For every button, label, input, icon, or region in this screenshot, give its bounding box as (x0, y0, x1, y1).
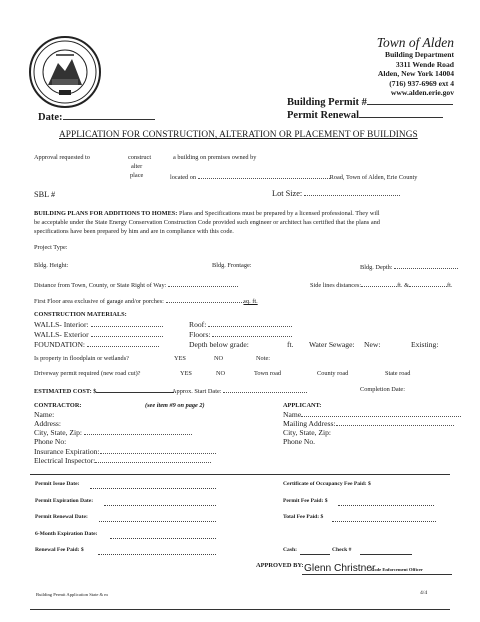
floodplain-label: Is property in floodplain or wetlands? (34, 355, 129, 362)
estimated-cost-label: ESTIMATED COST: $ (34, 386, 174, 395)
applicant-mailing-field[interactable] (336, 419, 454, 426)
state-road-option[interactable]: State road (385, 370, 411, 377)
applicant-city-label: City, State, Zip: (283, 428, 332, 437)
contractor-city-label: City, State, Zip: (34, 428, 192, 437)
road-field[interactable] (198, 172, 330, 179)
applicant-mailing-label: Mailing Address: (283, 419, 454, 428)
permit-number-field[interactable] (367, 98, 453, 105)
sideline-1-field[interactable] (361, 280, 397, 287)
contractor-note: (see item #9 on page 2) (145, 402, 205, 409)
driveway-yes[interactable]: YES (180, 370, 192, 377)
dept-name: Building Department (385, 50, 454, 59)
total-fee-field[interactable] (332, 521, 436, 522)
plans-line-3: specifications have been prepared by him and are in compliance with this code. (34, 228, 234, 235)
insurance-label: Insurance Expiration: (34, 447, 216, 456)
date-label: Date: (38, 112, 155, 123)
contractor-city-field[interactable] (84, 428, 192, 435)
website: www.alden.erie.gov (390, 88, 454, 98)
issue-date-label: Permit Issue Date: (35, 481, 80, 487)
option-alter[interactable]: alter (131, 163, 143, 170)
lot-size-label: Lot Size: (272, 189, 400, 198)
expiration-date-label: Permit Expiration Date: (35, 498, 94, 504)
town-seal-logo (28, 35, 102, 109)
co-fee-label: Certificate of Occupancy Fee Paid: $ (283, 481, 371, 487)
foundation-field[interactable] (87, 340, 159, 347)
foundation-label: FOUNDATION: (34, 340, 159, 349)
located-on-label: located on Road, Town of Alden, Erie County (170, 174, 418, 181)
form-title: APPLICATION FOR CONSTRUCTION, ALTERATION OR PLACEMENT OF BUILDINGS (59, 130, 418, 140)
option-place[interactable]: place (130, 172, 144, 179)
plans-line-1: BUILDING PLANS FOR ADDITIONS TO HOMES: Plans and Specifications must be prepared by a licensed professional. They will (34, 210, 380, 217)
electrical-label: Electrical Inspector: (34, 456, 211, 465)
start-date-label: Approx. Start Date: (172, 386, 307, 395)
six-month-label: 6-Month Expiration Date: (35, 531, 98, 537)
completion-date-label: Completion Date: (360, 386, 405, 393)
applicant-name-label: Name (283, 410, 461, 419)
cash-label: Cash: (283, 547, 297, 553)
issue-date-field[interactable] (90, 488, 216, 489)
bldg-depth-field[interactable] (394, 262, 458, 269)
roof-label: Roof: (189, 320, 292, 329)
phone-number: (716) 937-6969 ext 4 (389, 78, 454, 88)
renewal-fee-label: Renewal Fee Paid: $ (35, 547, 84, 553)
start-date-field[interactable] (223, 386, 307, 393)
street-address: 3311 Wende Road (395, 59, 454, 69)
applicant-heading: APPLICANT: (283, 402, 322, 409)
estimated-cost-field[interactable] (96, 386, 174, 393)
bldg-depth-label: Bldg. Depth: (360, 262, 458, 271)
owner-text: a building on premises owned by (173, 154, 257, 161)
approved-by-label: APPROVED BY: (256, 562, 304, 569)
option-construct[interactable]: construct (128, 154, 152, 161)
project-type-label: Project Type: (34, 244, 68, 251)
contractor-address-label: Address: (34, 419, 61, 428)
total-fee-label: Total Fee Paid: $ (283, 514, 324, 520)
renewal-date-field[interactable] (99, 521, 216, 522)
applicant-name-field[interactable] (301, 410, 461, 417)
electrical-field[interactable] (95, 456, 211, 463)
approval-label: Approval requested to (34, 154, 90, 161)
driveway-no[interactable]: NO (216, 370, 226, 377)
distance-label: Distance from Town, County, or State Right of Way: (34, 280, 238, 289)
renewal-fee-field[interactable] (98, 554, 216, 555)
water-sewage-label: Water Sewage: (309, 340, 355, 349)
town-road-option[interactable]: Town road (254, 370, 282, 377)
permit-renewal-field[interactable] (359, 111, 443, 118)
roof-field[interactable] (208, 320, 292, 327)
depth-grade-label: Depth below grade: (189, 340, 249, 349)
town-header (377, 36, 454, 98)
floors-label: Floors: (189, 330, 292, 339)
permit-number-label: Building Permit # (287, 97, 453, 108)
depth-ft-label: ft. (287, 340, 294, 349)
footer-page: 4/4 (420, 590, 428, 596)
contractor-name-label: Name: (34, 410, 55, 419)
check-field[interactable] (360, 554, 412, 555)
floodplain-no[interactable]: NO (214, 355, 224, 362)
sbl-label: SBL # (34, 190, 56, 199)
date-field[interactable] (63, 113, 155, 120)
officer-name: Glenn Christner (304, 563, 376, 574)
city-address: Alden, New York 14004 (377, 69, 454, 79)
cash-field[interactable] (300, 554, 330, 555)
walls-interior-field[interactable] (91, 320, 163, 327)
permit-renewal-label: Permit Renewal (287, 110, 443, 121)
six-month-field[interactable] (110, 538, 216, 539)
lot-size-field[interactable] (304, 189, 400, 196)
first-floor-field[interactable] (166, 296, 244, 303)
bldg-frontage-label: Bldg. Frontage: (212, 262, 252, 269)
permit-fee-label: Permit Fee Paid: $ (283, 498, 328, 504)
permit-fee-field[interactable] (338, 505, 434, 506)
walls-exterior-field[interactable] (91, 330, 163, 337)
expiration-date-field[interactable] (104, 505, 216, 506)
walls-exterior-label: WALLS- Exterior (34, 330, 163, 339)
first-floor-label: First Floor area exclusive of garage and/or porches: sq. ft. (34, 298, 258, 305)
sidelines-label: Side lines distances: ft. & ft. (310, 282, 453, 289)
water-new-option[interactable]: New: (364, 340, 381, 349)
bldg-height-label: Bldg. Height: (34, 262, 69, 269)
contractor-heading: CONTRACTOR: (34, 402, 82, 409)
county-road-option[interactable]: County road (317, 370, 349, 377)
insurance-field[interactable] (100, 447, 216, 454)
water-existing-option[interactable]: Existing: (411, 340, 439, 349)
floodplain-yes[interactable]: YES (174, 355, 186, 362)
contractor-phone-label: Phone No: (34, 437, 67, 446)
footer-left: Building Permit Application State & m (36, 592, 108, 597)
floors-field[interactable] (212, 330, 292, 337)
distance-field[interactable] (168, 280, 238, 287)
renewal-date-label: Permit Renewal Date: (35, 514, 88, 520)
approved-signature-line (302, 574, 452, 575)
town-name: Town of Alden (376, 35, 454, 50)
materials-heading: CONSTRUCTION MATERIALS: (34, 311, 127, 318)
plans-line-2: be acceptable under the State Energy Conservation Construction Code provided such engineer or architect has certified that the plans and (34, 219, 380, 226)
floodplain-note: Note: (256, 355, 270, 362)
driveway-label: Driveway permit required (new road cut)? (34, 370, 141, 377)
office-use-box (30, 474, 450, 610)
officer-title: Code Enforcement Officer (371, 567, 423, 572)
sideline-2-field[interactable] (409, 280, 447, 287)
walls-interior-label: WALLS- Interior: (34, 320, 163, 329)
check-label: Check # (332, 547, 352, 553)
applicant-phone-label: Phone No. (283, 437, 316, 446)
